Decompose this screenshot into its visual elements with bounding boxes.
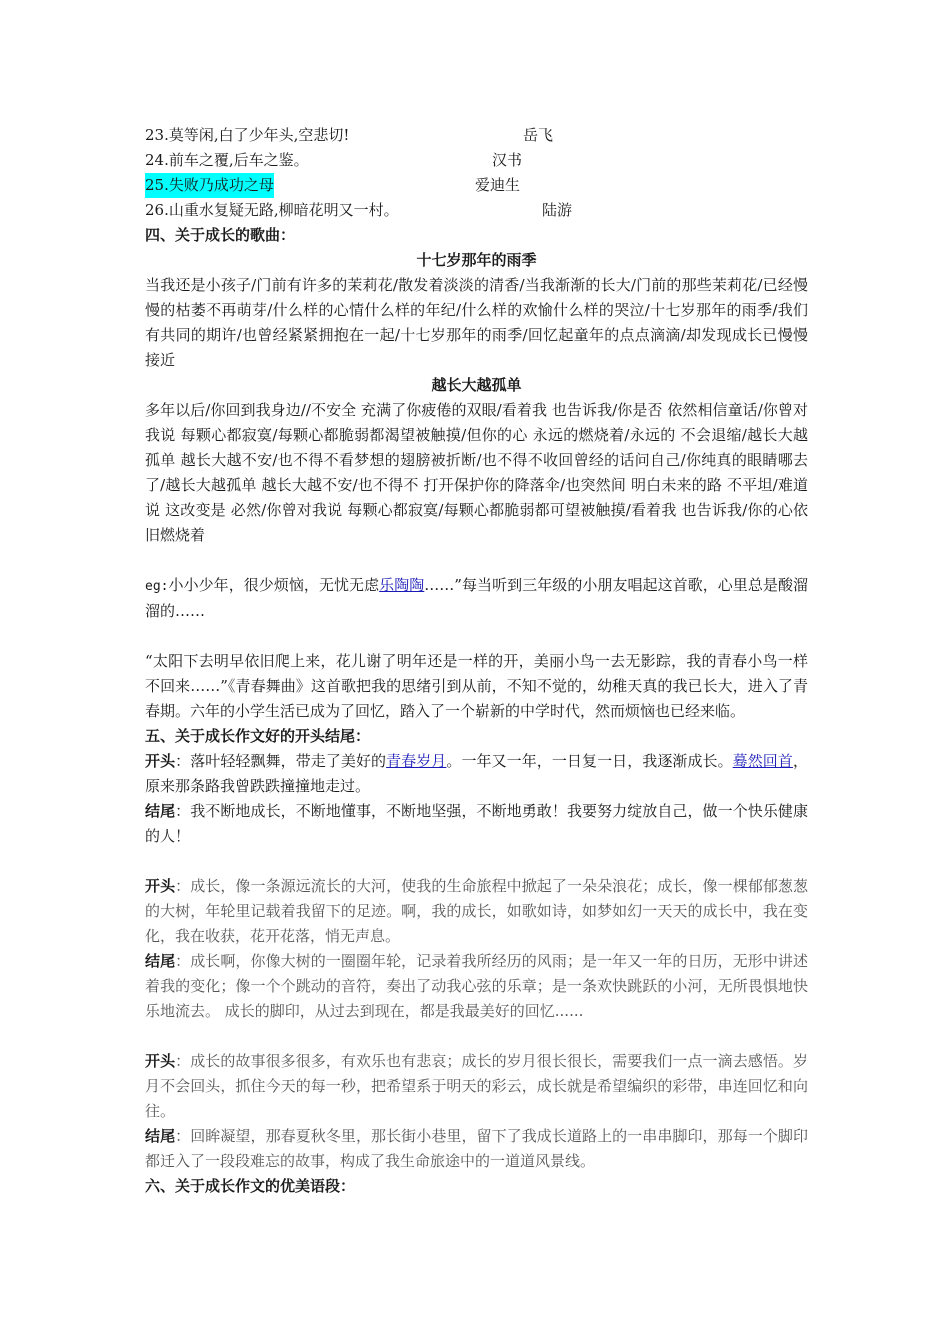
section-heading-songs: 四、关于成长的歌曲： — [145, 226, 296, 244]
blank-line — [145, 849, 808, 874]
label-colon: ： — [175, 877, 191, 895]
opening-paragraph — [145, 874, 808, 949]
quote-line — [145, 148, 808, 173]
eg-text: ……”每当听到三年级的小朋友唱起这首歌，心里总是酸溜溜的…… — [145, 576, 808, 620]
section-heading-paragraphs: 六、关于成长作文的优美语段： — [145, 1177, 356, 1195]
blank-line — [145, 548, 808, 573]
paragraph-text: ，原来那条路我曾跌跌撞撞地走过。 — [145, 752, 808, 795]
label-colon: ： — [175, 1127, 191, 1145]
quote-author: 爱迪生 — [475, 176, 521, 194]
example-paragraph — [145, 573, 808, 624]
quote-line — [145, 198, 808, 223]
section-heading-openings: 五、关于成长作文好的开头结尾： — [145, 727, 371, 745]
label-colon: ： — [175, 1052, 191, 1070]
opening-label: 开头 — [145, 877, 176, 895]
paragraph-text: 。一年又一年，一日复一日，我逐渐成长。 — [446, 752, 733, 770]
document-page — [145, 123, 808, 1199]
paragraph-text: 落叶轻轻飘舞，带走了美好的 — [190, 752, 387, 770]
label-colon: ： — [175, 752, 191, 770]
paragraph-text: 回眸凝望，那春夏秋冬里，那长街小巷里，留下了我成长道路上的一串串脚印，那每一个脚印都迁入了一段段难忘的故事，构成了我生命旅途中的一道道风景线。 — [145, 1127, 808, 1170]
opening-label: 开头 — [145, 752, 176, 770]
link-qingchun-suiyue[interactable]: 青春岁月 — [386, 752, 447, 770]
paragraph-text: 成长的故事很多很多，有欢乐也有悲哀；成长的岁月很长很长，需要我们一点一滴去感悟。岁月不会回头，抓住今天的每一秒，把希望系于明天的彩云，成长就是希望编织的彩带，串连回忆和向往。 — [145, 1052, 808, 1120]
paragraph-text: 成长啊，你像大树的一圈圈年轮，记录着我所经历的风雨；是一年又一年的日历，无形中讲述着我的变化；像一个个跳动的音符，奏出了动我心弦的乐章；是一条欢快跳跃的小河，无所畏惧地快乐地流去。 成长的脚印，从过去到现在，都是我最美好的回忆...... — [145, 952, 808, 1020]
song-title: 十七岁那年的雨季 — [416, 251, 537, 269]
quote-line — [145, 123, 808, 148]
closing-paragraph — [145, 1124, 808, 1174]
quote-text: 23.莫等闲,白了少年头,空悲切! — [145, 126, 350, 144]
label-colon: ： — [175, 952, 191, 970]
quote-text: 26.山重水复疑无路,柳暗花明又一村。 — [145, 201, 399, 219]
link-moran-huishou[interactable]: 蓦然回首 — [732, 752, 793, 770]
opening-label: 开头 — [145, 1052, 176, 1070]
quote-author: 岳飞 — [523, 126, 554, 144]
song-lyrics: 多年以后/你回到我身边//不安全 充满了你疲倦的双眼/看着我 也告诉我/你是否 依然相信童话/你曾对我说 每颗心都寂寞/每颗心都脆弱都渴望被触摸/但你的心 永远的燃烧着/永远的 不会退缩/越长大越孤单 越长大越不安/也不得不看梦想的翅膀被折断/也不得不收回曾经的话问自己/你纯真的眼睛哪去了/越长大越孤单 越长大越不安/也不得不 打开保护你的降落伞/也突然间 明白未来的路 不平坦/难道说 这改变是 必然/你曾对我说 每颗心都寂寞/每颗心都脆弱都可望被触摸/看着我 也告诉我/你的心依旧燃烧着 — [145, 401, 808, 544]
blank-line — [145, 1024, 808, 1049]
closing-label: 结尾 — [145, 952, 176, 970]
eg-text: 小小少年，很少烦恼，无忧无虑 — [168, 576, 380, 594]
closing-label: 结尾 — [145, 802, 176, 820]
eg-link[interactable]: 乐陶陶 — [379, 576, 425, 594]
paragraph-text: 成长，像一条源远流长的大河，使我的生命旅程中掀起了一朵朵浪花；成长，像一棵郁郁葱葱的大树，年轮里记载着我留下的足迹。啊，我的成长，如歌如诗，如梦如幻一天天的成长中，我在变化，我在收获，花开花落，悄无声息。 — [145, 877, 808, 945]
quote-text: 24.前车之覆,后车之鉴。 — [145, 151, 309, 169]
closing-paragraph — [145, 799, 808, 849]
paragraph-text: 我不断地成长，不断地懂事，不断地坚强，不断地勇敢！我要努力绽放自己，做一个快乐健康的人！ — [145, 802, 808, 845]
blank-line — [145, 624, 808, 649]
opening-paragraph — [145, 1049, 808, 1124]
label-colon: ： — [175, 802, 191, 820]
quote-line-highlighted — [145, 173, 808, 198]
song-title: 越长大越孤单 — [431, 376, 522, 394]
quote-author: 汉书 — [492, 151, 523, 169]
eg-prefix: eg: — [145, 579, 169, 594]
song-quote-paragraph: “太阳下去明早依旧爬上来，花儿谢了明年还是一样的开，美丽小鸟一去无影踪，我的青春小鸟一样不回来……”《青春舞曲》这首歌把我的思绪引到从前，不知不觉的，幼稚天真的我已长大，进入了青春期。六年的小学生活已成为了回忆，踏入了一个崭新的中学时代，然而烦恼也已经来临。 — [145, 652, 808, 720]
opening-paragraph — [145, 749, 808, 799]
closing-paragraph — [145, 949, 808, 1024]
song-lyrics: 当我还是小孩子/门前有许多的茉莉花/散发着淡淡的清香/当我渐渐的长大/门前的那些茉莉花/已经慢慢的枯萎不再萌芽/什么样的心情什么样的年纪/什么样的欢愉什么样的哭泣/十七岁那年的雨季/我们有共同的期许/也曾经紧紧拥抱在一起/十七岁那年的雨季/回忆起童年的点点滴滴/却发现成长已慢慢接近 — [145, 276, 808, 369]
closing-label: 结尾 — [145, 1127, 176, 1145]
quote-text-highlighted: 25.失败乃成功之母 — [145, 173, 274, 198]
quote-author: 陆游 — [542, 201, 573, 219]
